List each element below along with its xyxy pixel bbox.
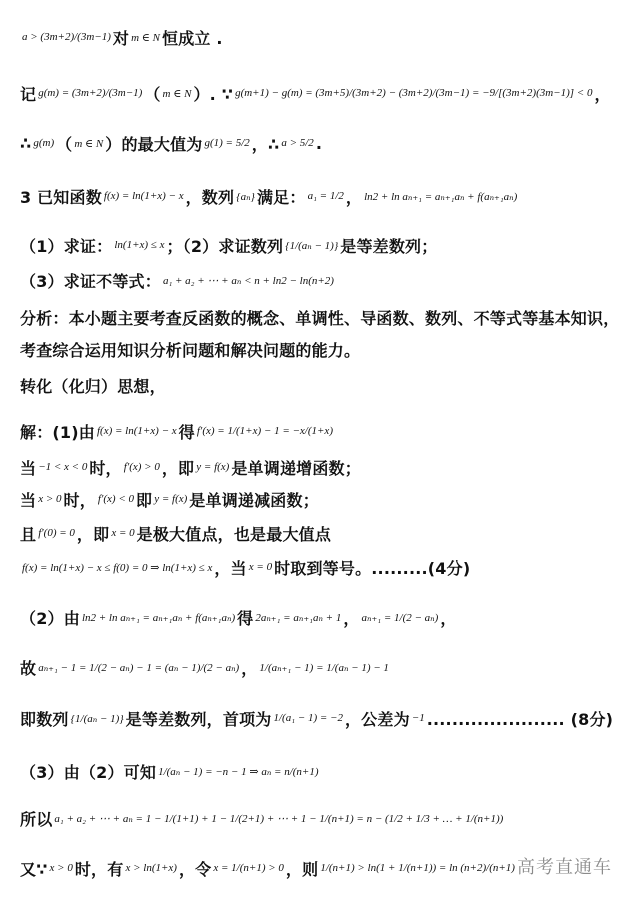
- math-expression: {aₙ}: [236, 190, 255, 203]
- math-expression: m ∈ N: [162, 87, 192, 100]
- text-segment: 当: [20, 458, 37, 478]
- text-segment: 3 已知函数: [20, 187, 102, 207]
- math-expression: 2aₙ₊₁ = aₙ₊₁aₙ + 1: [255, 611, 342, 624]
- text-segment: ，: [343, 608, 360, 628]
- text-segment: 对: [112, 28, 130, 48]
- text-line: [20, 370, 166, 400]
- text-line: [20, 484, 319, 514]
- text-segment: （: [144, 84, 161, 104]
- math-expression: f′(x) = 1/(1+x) − 1 = −x/(1+x): [196, 425, 333, 437]
- text-line: [20, 518, 331, 548]
- math-expression: x > 0: [38, 493, 62, 505]
- text-line: [20, 78, 611, 108]
- text-segment: 满足：: [256, 187, 306, 207]
- math-expression: x > 0: [49, 862, 73, 874]
- text-line: [20, 552, 470, 582]
- math-expression: m ∈ N: [74, 137, 104, 150]
- math-expression: x > ln(1+x): [125, 862, 177, 874]
- text-segment: ，: [241, 658, 258, 678]
- text-line: [20, 265, 336, 295]
- math-expression: g(m) = (3m+2)/(3m−1): [38, 87, 143, 99]
- text-segment: ，∴: [251, 134, 280, 154]
- text-segment: 时，: [89, 458, 122, 478]
- text-segment: （2）由: [20, 608, 80, 628]
- math-expression: a > (3m+2)/(3m−1): [22, 31, 111, 43]
- text-line: [20, 302, 619, 332]
- text-segment: 得: [178, 422, 195, 442]
- text-segment: .: [315, 133, 323, 153]
- text-segment: （: [56, 134, 73, 154]
- text-line: [20, 803, 505, 833]
- text-segment: 是单调递增函数；: [231, 458, 361, 478]
- text-segment: 当: [20, 490, 37, 510]
- math-expression: aₙ₊₁ − 1 = 1/(2 − aₙ) − 1 = (aₙ − 1)/(2 − aₙ): [38, 661, 240, 674]
- text-segment: 时取到等号。.........(4分): [274, 558, 471, 578]
- math-expression: f(x) = ln(1+x) − x ≤ f(0) = 0 ⇒ ln(1+x) ≤ x: [22, 561, 213, 574]
- math-expression: f′(0) = 0: [38, 527, 75, 539]
- text-segment: ，令: [178, 859, 212, 879]
- text-line: [20, 703, 613, 733]
- math-expression: {1/(aₙ − 1)}: [285, 239, 339, 252]
- text-segment: ，即: [161, 458, 195, 478]
- text-segment: ，当: [214, 558, 247, 578]
- text-segment: 所以: [20, 809, 53, 829]
- text-line: [20, 452, 361, 482]
- text-segment: ，公差为: [344, 709, 410, 729]
- text-line: [20, 416, 335, 446]
- text-segment: 又∵: [20, 859, 48, 879]
- math-expression: a₁ = 1/2: [307, 190, 344, 202]
- text-segment: ）的最大值为: [105, 134, 203, 154]
- text-line: [20, 230, 437, 260]
- text-line: [20, 602, 457, 632]
- math-expression: ln(1+x) ≤ x: [114, 239, 165, 251]
- math-expression: y = f(x): [154, 493, 188, 505]
- math-expression: x = 1/(n+1) > 0: [213, 862, 284, 874]
- math-expression: ln2 + ln aₙ₊₁ = aₙ₊₁aₙ + f(aₙ₊₁aₙ): [364, 190, 518, 203]
- text-segment: ，数列: [185, 187, 235, 207]
- text-segment: 时，有: [74, 859, 124, 879]
- math-expression: y = f(x): [196, 461, 230, 473]
- text-segment: 故: [20, 658, 37, 678]
- text-segment: ∴: [20, 133, 32, 153]
- math-expression: m ∈ N: [131, 31, 161, 44]
- math-expression: g(1) = 5/2: [204, 137, 250, 149]
- text-segment: ...................... (8分): [426, 709, 614, 729]
- text-segment: （3）由（2）可知: [20, 762, 157, 782]
- text-segment: ）. ∵: [193, 84, 234, 104]
- text-line: [20, 334, 360, 364]
- text-segment: 是等差数列，首项为: [125, 709, 272, 729]
- math-expression: f(x) = ln(1+x) − x: [96, 425, 177, 437]
- math-expression: f′(x) < 0: [97, 493, 135, 505]
- text-segment: 得: [237, 608, 254, 628]
- math-expression: ln2 + ln aₙ₊₁ = aₙ₊₁aₙ + f(aₙ₊₁aₙ): [81, 611, 236, 624]
- math-expression: {1/(aₙ − 1)}: [70, 712, 124, 725]
- text-line: [20, 756, 321, 786]
- text-segment: ，: [345, 187, 363, 207]
- text-segment: 是极大值点，也是最大值点: [136, 524, 332, 544]
- math-expression: a₁ + a₂ + ⋯ + aₙ < n + ln2 − ln(n+2): [162, 274, 334, 287]
- text-line: [20, 128, 322, 158]
- math-expression: x = 0: [111, 527, 135, 539]
- math-expression: 1/(a₁ − 1) = −2: [273, 712, 343, 724]
- math-expression: 1/(aₙ₊₁ − 1) = 1/(aₙ − 1) − 1: [259, 661, 389, 674]
- text-segment: 时，: [63, 490, 96, 510]
- math-expression: f(x) = ln(1+x) − x: [103, 190, 184, 202]
- math-expression: 1/(n+1) > ln(1 + 1/(n+1)) = ln (n+2)/(n+1): [320, 862, 515, 874]
- text-line: [20, 652, 391, 682]
- text-segment: 转化（化归）思想，: [20, 376, 166, 396]
- text-segment: ；（2）求证数列: [166, 236, 284, 256]
- text-segment: 即: [136, 490, 153, 510]
- text-line: [20, 22, 223, 52]
- text-segment: ，即: [76, 524, 110, 544]
- text-segment: 解：(1)由: [20, 422, 95, 442]
- text-segment: 即数列: [20, 709, 69, 729]
- math-expression: a₁ + a₂ + ⋯ + aₙ = 1 − 1/(1+1) + 1 − 1/(2+1) + ⋯ + 1 − 1/(n+1) = n − (1/2 + 1/3 + … + 1/(n+1)): [54, 812, 504, 825]
- math-expression: a > 5/2: [281, 137, 314, 149]
- text-segment: （3）求证不等式：: [20, 271, 161, 291]
- math-expression: f′(x) > 0: [123, 461, 160, 473]
- watermark: 高考直通车: [517, 857, 612, 878]
- math-expression: x = 0: [248, 561, 273, 573]
- text-segment: ，则: [285, 859, 319, 879]
- text-segment: 且: [20, 524, 37, 544]
- text-segment: 恒成立 .: [162, 28, 223, 48]
- math-expression: aₙ₊₁ = 1/(2 − aₙ): [361, 611, 439, 624]
- text-segment: 是等差数列；: [340, 236, 438, 256]
- text-line: [20, 181, 519, 211]
- text-segment: 记: [20, 84, 37, 104]
- text-segment: ，: [440, 608, 457, 628]
- math-expression: 1/(aₙ − 1) = −n − 1 ⇒ aₙ = n/(n+1): [158, 765, 319, 778]
- text-segment: （1）求证：: [20, 236, 113, 256]
- math-expression: g(m+1) − g(m) = (3m+5)/(3m+2) − (3m+2)/(3m−1) = −9/[(3m+2)(3m−1)] < 0: [235, 87, 593, 99]
- math-expression: −1 < x < 0: [38, 461, 88, 473]
- math-expression: −1: [411, 712, 425, 724]
- text-segment: 分析：本小题主要考查反函数的概念、单调性、导函数、数列、不等式等基本知识，: [20, 308, 620, 328]
- text-segment: 是单调递减函数；: [189, 490, 319, 510]
- text-segment: ，: [594, 84, 611, 104]
- math-expression: g(m): [33, 137, 55, 149]
- text-segment: 考查综合运用知识分析问题和解决问题的能力。: [20, 340, 361, 360]
- text-line: [20, 853, 517, 883]
